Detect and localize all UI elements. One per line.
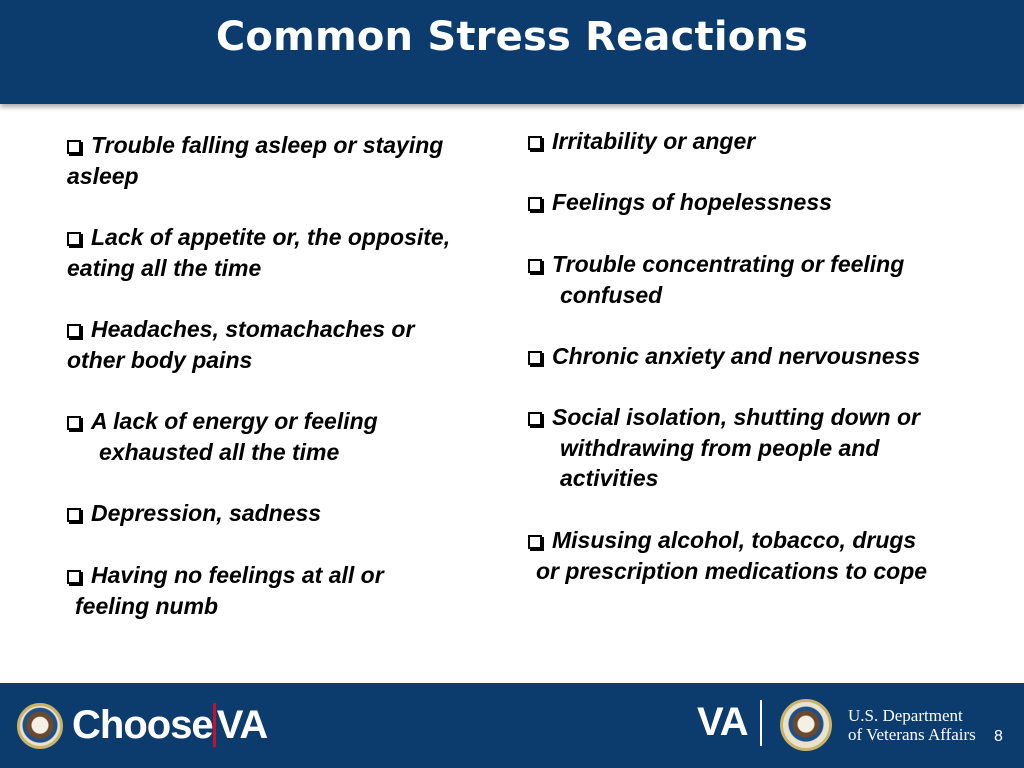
choose-va-logo bbox=[72, 703, 267, 748]
item-text: Headaches, stomachaches or bbox=[91, 316, 415, 342]
item-text: eating all the time bbox=[67, 254, 262, 281]
item-text: A lack of energy or feeling bbox=[91, 408, 378, 434]
va-seal-icon bbox=[17, 703, 63, 749]
item-text: Depression, sadness bbox=[91, 500, 322, 526]
list-item bbox=[67, 498, 321, 529]
item-text: activities bbox=[560, 465, 659, 491]
list-item bbox=[67, 406, 378, 467]
item-text: Misusing alcohol, tobacco, drugs bbox=[552, 527, 917, 553]
checkbox-bullet-icon bbox=[528, 412, 542, 426]
item-text: Social isolation, shutting down or bbox=[552, 404, 920, 430]
list-item bbox=[67, 560, 384, 621]
checkbox-bullet-icon bbox=[67, 570, 81, 584]
checkbox-bullet-icon bbox=[528, 136, 542, 150]
list-item bbox=[67, 222, 450, 283]
item-text: or prescription medications to cope bbox=[536, 557, 928, 584]
list-item bbox=[528, 402, 920, 494]
checkbox-bullet-icon bbox=[67, 416, 81, 430]
item-text: Trouble falling asleep or staying bbox=[91, 132, 444, 158]
checkbox-bullet-icon bbox=[528, 259, 542, 273]
list-item bbox=[528, 525, 927, 586]
item-text: feeling numb bbox=[75, 592, 219, 619]
department-name-line2: of Veterans Affairs bbox=[848, 725, 976, 744]
checkbox-bullet-icon bbox=[528, 351, 542, 365]
checkbox-bullet-icon bbox=[528, 535, 542, 549]
list-item bbox=[528, 126, 755, 157]
item-text: Irritability or anger bbox=[552, 128, 756, 154]
logo-divider bbox=[760, 700, 762, 746]
item-text: Trouble concentrating or feeling bbox=[552, 251, 905, 277]
list-item bbox=[528, 187, 832, 218]
page-number: 8 bbox=[994, 728, 1003, 745]
item-text: withdrawing from people and bbox=[560, 434, 880, 461]
item-text: Chronic anxiety and nervousness bbox=[552, 343, 921, 369]
item-text: Feelings of hopelessness bbox=[552, 189, 832, 215]
checkbox-bullet-icon bbox=[67, 232, 81, 246]
list-item bbox=[67, 314, 414, 375]
slide-title: Common Stress Reactions bbox=[215, 14, 809, 60]
checkbox-bullet-icon bbox=[67, 140, 81, 154]
department-seal-icon bbox=[780, 699, 832, 751]
list-item bbox=[67, 130, 443, 191]
checkbox-bullet-icon bbox=[528, 197, 542, 211]
title-bar bbox=[0, 0, 1024, 104]
department-name-line1: U.S. Department bbox=[848, 706, 963, 725]
list-item bbox=[528, 341, 920, 372]
department-name bbox=[848, 706, 976, 744]
checkbox-bullet-icon bbox=[67, 508, 81, 522]
choose-va-accent: VA bbox=[213, 703, 268, 747]
choose-va-brand: Choose bbox=[72, 703, 213, 747]
checkbox-bullet-icon bbox=[67, 324, 81, 338]
item-text: Having no feelings at all or bbox=[91, 562, 384, 588]
item-text: exhausted all the time bbox=[99, 438, 340, 465]
va-logo: VA bbox=[697, 700, 748, 744]
item-text: confused bbox=[560, 281, 663, 308]
list-item bbox=[528, 249, 904, 310]
item-text: asleep bbox=[67, 162, 139, 189]
item-text: Lack of appetite or, the opposite, bbox=[91, 224, 451, 250]
item-text: other body pains bbox=[67, 346, 253, 373]
